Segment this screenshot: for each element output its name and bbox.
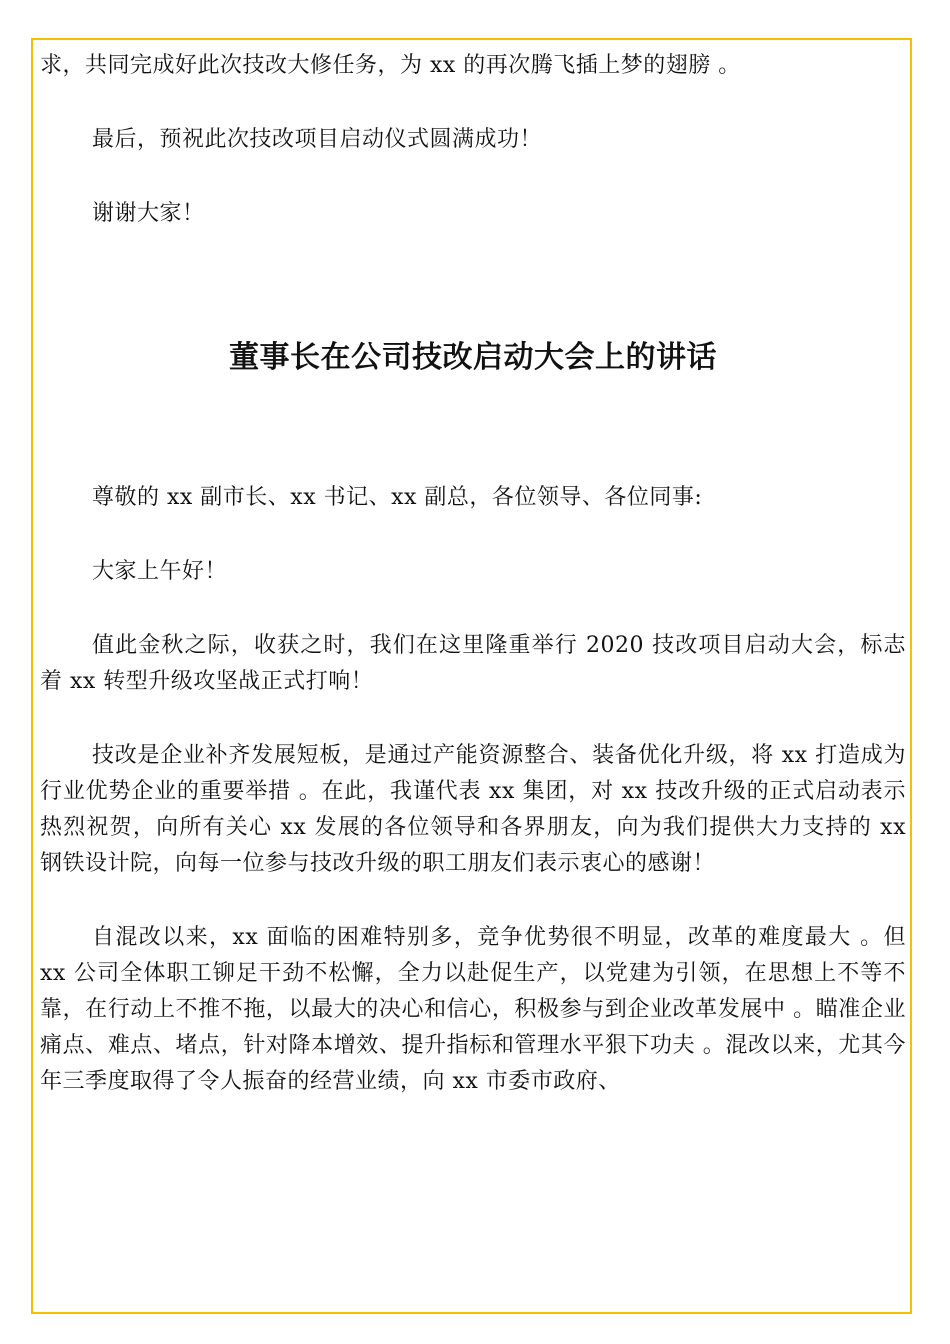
document-body	[40, 40, 906, 1100]
paragraph-opening: 值此金秋之际，收获之时，我们在这里隆重举行 2020 技改项目启动大会，标志着 xx 转型升级攻坚战正式打响！	[40, 633, 906, 694]
paragraph-closing-wish: 最后，预祝此次技改项目启动仪式圆满成功！	[92, 127, 543, 152]
paragraph-technical-upgrade: 技改是企业补齐发展短板，是通过产能资源整合、装备优化升级，将 xx 打造成为行业优势企业的重要举措 。在此，我谨代表 xx 集团，对 xx 技改升级的正式启动表示热烈祝贺，向所有关心 xx 发展的各位领导和各界朋友，向为我们提供大力支持的 xx 钢铁设计院，向每一位参与技改升级的职工朋友们表示衷心的感谢！	[40, 743, 906, 876]
paragraph-continuation: 求，共同完成好此次技改大修任务，为 xx 的再次腾飞插上梦的翅膀 。	[40, 53, 741, 78]
greeting: 大家上午好！	[92, 559, 228, 584]
paragraph-thanks: 谢谢大家！	[92, 201, 205, 226]
speech-title: 董事长在公司技改启动大会上的讲话	[229, 340, 717, 375]
salutation: 尊敬的 xx 副市长、xx 书记、xx 副总，各位领导、各位同事:	[92, 485, 703, 510]
paragraph-reform-progress: 自混改以来，xx 面临的困难特别多，竞争优势很不明显，改革的难度最大 。但 xx 公司全体职工铆足干劲不松懈，全力以赴促生产，以党建为引领，在思想上不等不靠，在行动上不推不拖，以最大的决心和信心，积极参与到企业改革发展中 。瞄准企业痛点、难点、堵点，针对降本增效、提升指标和管理水平狠下功夫 。混改以来，尤其今年三季度取得了令人振奋的经营业绩，向 xx 市委市政府、	[40, 925, 906, 1094]
